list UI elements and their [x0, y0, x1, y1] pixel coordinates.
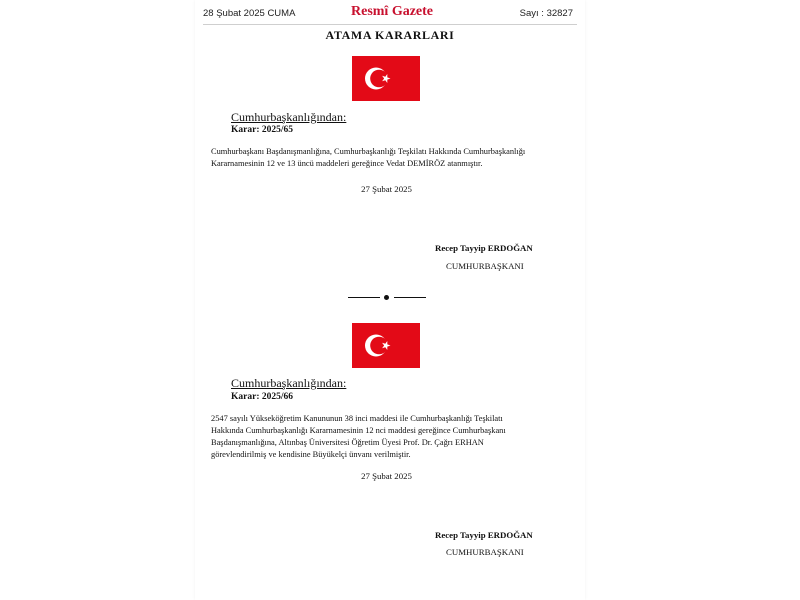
- decision-date: 27 Şubat 2025: [361, 471, 412, 481]
- decision-date: 27 Şubat 2025: [361, 184, 412, 194]
- body-line: görevlendirilmiş ve kendisine Büyükelçi ünvanı verilmiştir.: [211, 450, 411, 459]
- signer-title: CUMHURBAŞKANI: [446, 547, 524, 557]
- decision-body: [211, 413, 563, 461]
- decision-number: Karar: 2025/65: [231, 125, 294, 135]
- body-line: Başdanışmanlığına, Altınbaş Üniversitesi Öğretim Üyesi Prof. Dr. Çağrı ERHAN: [211, 438, 484, 447]
- signer-name: Recep Tayyip ERDOĞAN: [435, 243, 533, 253]
- decision-number: Karar: 2025/66: [231, 392, 294, 402]
- separator-line: [348, 297, 380, 298]
- body-line: Cumhurbaşkanı Başdanışmanlığına, Cumhurbaşkanlığı Teşkilatı Hakkında Cumhurbaşkanlığı: [211, 147, 526, 156]
- body-line: 2547 sayılı Yükseköğretim Kanununun 38 inci maddesi ile Cumhurbaşkanlığı Teşkilatı: [211, 414, 503, 423]
- turkish-flag-icon: [352, 56, 420, 101]
- decision-body: [211, 146, 563, 170]
- separator-dot: [384, 295, 389, 300]
- gazette-title: Resmî Gazete: [351, 4, 434, 19]
- page-heading: ATAMA KARARLARI: [325, 28, 455, 42]
- separator-line: [394, 297, 426, 298]
- issue-number: Sayı : 32827: [519, 8, 573, 19]
- gazette-header: [203, 4, 577, 25]
- issuer-title: Cumhurbaşkanlığından:: [231, 110, 347, 124]
- turkish-flag-icon: [352, 323, 420, 368]
- signer-name: Recep Tayyip ERDOĞAN: [435, 530, 533, 540]
- header-date: 28 Şubat 2025 CUMA: [203, 8, 296, 19]
- issuer-title: Cumhurbaşkanlığından:: [231, 376, 347, 390]
- body-line: Hakkında Cumhurbaşkanlığı Kararnamesinin 12 nci maddesi gereğince Cumhurbaşkanı: [211, 426, 506, 435]
- separator-dot-icon: [348, 292, 426, 302]
- signer-title: CUMHURBAŞKANI: [446, 261, 524, 271]
- body-line: Kararnamesinin 12 ve 13 üncü maddeleri gereğince Vedat DEMİRÖZ atanmıştır.: [211, 159, 483, 168]
